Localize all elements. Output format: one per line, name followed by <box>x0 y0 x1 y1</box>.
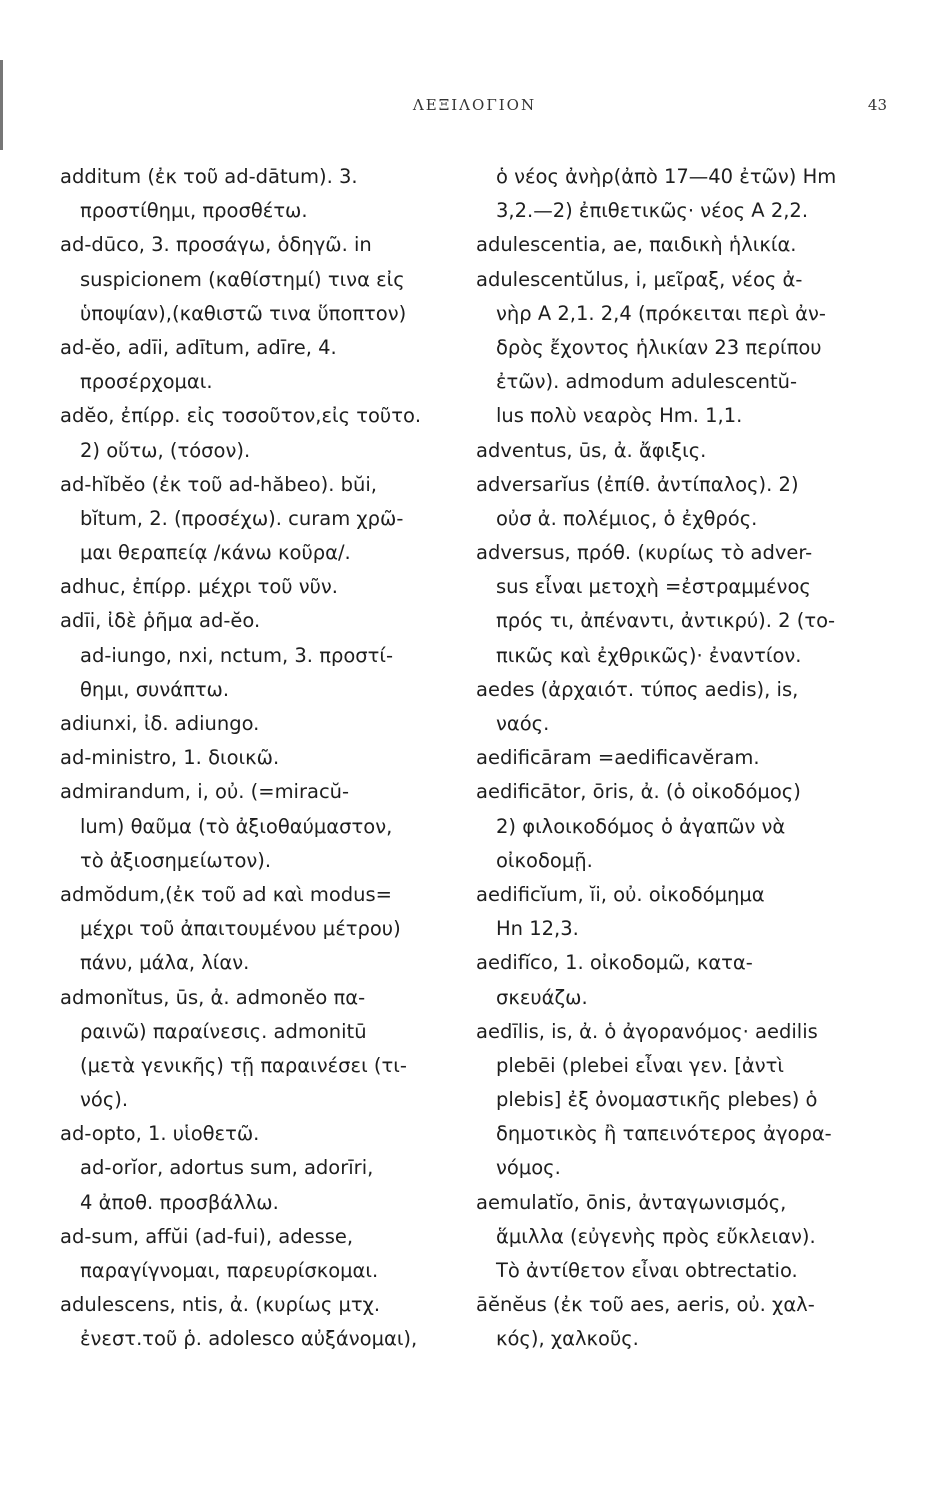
dictionary-line: μέχρι τοῦ ἀπαιτουμένου μέτρου) <box>80 917 401 941</box>
dictionary-line: adversarĭus (ἐπίθ. ἀντίπαλος). 2) <box>476 472 799 496</box>
dictionary-line: (μετὰ γενικῆς) τῇ παραινέσει (τι- <box>80 1053 407 1077</box>
dictionary-line: additum (ἐκ τοῦ ad-dātum). 3. <box>60 165 358 188</box>
dictionary-line: νόμος. <box>496 1156 561 1180</box>
running-title: ΛΕΞΙΛΟΓΙΟΝ <box>412 96 537 114</box>
dictionary-line: ραινῶ) παραίνεσις. admonitū <box>80 1019 367 1043</box>
right-column <box>476 160 886 1357</box>
dictionary-line: adulescentia, ae, παιδικὴ ἡλικία. <box>476 233 797 257</box>
dictionary-line: adulescens, ntis, ἀ. (κυρίως μτχ. <box>60 1293 381 1317</box>
dictionary-line: 2) φιλοικοδόμος ὁ ἀγαπῶν νὰ <box>496 814 786 838</box>
dictionary-line: ὁ νέος ἀνὴρ(ἀπὸ 17—40 ἐτῶν) Hm <box>496 165 837 188</box>
dictionary-line: 4 ἀποθ. προσβάλλω. <box>80 1190 279 1214</box>
dictionary-line: ad-ministro, 1. διοικῶ. <box>60 746 280 770</box>
dictionary-line: πάνυ, μάλα, λίαν. <box>80 951 250 975</box>
dictionary-line: σκευάζω. <box>496 985 588 1009</box>
dictionary-line: adĕo, ἐπίρρ. εἰς τοσοῦτον,εἰς τοῦτο. <box>60 404 422 428</box>
page-number: 43 <box>867 96 887 114</box>
page-header <box>0 96 949 126</box>
dictionary-line: adversus, πρόθ. (κυρίως τὸ adver- <box>476 541 813 565</box>
dictionary-line: δρὸς ἔχοντος ἡλικίαν 23 περίπου <box>496 335 822 359</box>
dictionary-line: 3,2.—2) ἐπιθετικῶς· νέος Α 2,2. <box>496 199 809 223</box>
dictionary-line: plebis] ἐξ ὀνομαστικῆς plebes) ὁ <box>496 1088 818 1112</box>
dictionary-line: aedīlis, is, ἀ. ὁ ἀγορανόμος· aedilis <box>476 1019 818 1043</box>
dictionary-line: admŏdum,(ἐκ τοῦ ad καὶ modus= <box>60 882 393 906</box>
dictionary-line: aemulatĭo, ōnis, ἀνταγωνισμός, <box>476 1190 787 1214</box>
dictionary-line: adventus, ūs, ἀ. ἄφιξις. <box>476 438 707 462</box>
dictionary-line: adiunxi, ἰδ. adiungo. <box>60 712 260 735</box>
dictionary-line: aedifĭco, 1. οἰκοδομῶ, κατα- <box>476 951 753 975</box>
dictionary-line: admirandum, i, οὐ. (=miracŭ- <box>60 780 350 804</box>
dictionary-line: τὸ ἀξιοσημείωτον). <box>80 848 272 872</box>
dictionary-line: ad-opto, 1. υἱοθετῶ. <box>60 1122 260 1146</box>
dictionary-line: ναός. <box>496 712 550 735</box>
scan-edge-mark <box>0 60 3 150</box>
dictionary-line: νός). <box>80 1088 129 1112</box>
dictionary-line: μαι θεραπείᾳ /κάνω κοῦρα/. <box>80 541 351 565</box>
dictionary-line: θημι, συνάπτω. <box>80 677 230 701</box>
dictionary-line: δημοτικὸς ἢ ταπεινότερος ἀγορα- <box>496 1122 832 1146</box>
dictionary-line: οὐσ ἀ. πολέμιος, ὁ ἐχθρός. <box>496 506 758 530</box>
dictionary-line: aedificāram =aedificavĕram. <box>476 746 760 770</box>
dictionary-line: Τὸ ἀντίθετον εἶναι obtrectatio. <box>496 1259 798 1282</box>
dictionary-line: lus πολὺ νεαρὸς Hm. 1,1. <box>496 404 743 428</box>
dictionary-line: πρός τι, ἀπέναντι, ἀντικρύ). 2 (το- <box>496 609 836 633</box>
dictionary-line: aedificātor, ōris, ἀ. (ὁ οἰκοδόμος) <box>476 780 801 804</box>
dictionary-line: ad-ĕo, adīi, adītum, adīre, 4. <box>60 335 337 359</box>
dictionary-line: πικῶς καὶ ἐχθρικῶς)· ἐναντίον. <box>496 643 802 667</box>
dictionary-line: ad-sum, affŭi (ad-fui), adesse, <box>60 1224 354 1248</box>
dictionary-line: ὑποψίαν),(καθιστῶ τινα ὕποπτον) <box>80 301 407 325</box>
dictionary-line: ἅμιλλα (εὐγενὴς πρὸς εὔκλειαν). <box>496 1224 816 1248</box>
dictionary-line: adulescentŭlus, i, μεῖραξ, νέος ἀ- <box>476 267 803 291</box>
dictionary-line: adhuc, ἐπίρρ. μέχρι τοῦ νῦν. <box>60 575 338 599</box>
dictionary-line: lum) θαῦμα (τὸ ἀξιοθαύμαστον, <box>80 814 393 838</box>
dictionary-line: suspicionem (καθίστημί) τινα εἰς <box>80 267 405 291</box>
dictionary-line: aedes (ἀρχαιότ. τύπος aedis), is, <box>476 677 799 701</box>
dictionary-line: āĕnĕus (ἐκ τοῦ aes, aeris, οὐ. χαλ- <box>476 1293 815 1317</box>
dictionary-line: νὴρ Α 2,1. 2,4 (πρόκειται περὶ ἀν- <box>496 301 826 325</box>
dictionary-line: προστίθημι, προσθέτω. <box>80 199 308 223</box>
dictionary-line: οἰκοδομῇ. <box>496 848 593 872</box>
dictionary-line: Hn 12,3. <box>496 917 579 941</box>
dictionary-line: προσέρχομαι. <box>80 370 213 394</box>
dictionary-line: plebēi (plebei εἶναι γεν. [ἀντὶ <box>496 1053 784 1077</box>
left-column <box>60 160 460 1357</box>
dictionary-line: ἐτῶν). admodum adulescentŭ- <box>496 370 798 394</box>
dictionary-line: ad-dūco, 3. προσάγω, ὁδηγῶ. in <box>60 233 372 257</box>
dictionary-line: admonĭtus, ūs, ἀ. admonĕo πα- <box>60 985 366 1009</box>
dictionary-line: ἐνεστ.τοῦ ῥ. adolesco αὐξάνομαι), <box>80 1327 418 1351</box>
dictionary-line: παραγίγνομαι, παρευρίσκομαι. <box>80 1259 379 1282</box>
dictionary-line: aedificĭum, ĭi, οὐ. οἰκοδόμημα <box>476 882 765 906</box>
dictionary-line: sus εἶναι μετοχὴ =ἐστραμμένος <box>496 575 811 599</box>
dictionary-line: ad-hĭbĕo (ἐκ τοῦ ad-hăbeo). bŭi, <box>60 472 377 496</box>
dictionary-line: adīi, ἰδὲ ῥῆμα ad-ĕo. <box>60 609 261 633</box>
dictionary-line: ad-orĭor, adortus sum, adorīri, <box>80 1156 374 1180</box>
dictionary-line: ad-iungo, nxi, nctum, 3. προστί- <box>80 643 393 667</box>
dictionary-line: κός), χαλκοῦς. <box>496 1327 639 1351</box>
dictionary-line: 2) οὕτω, (τόσον). <box>80 438 251 462</box>
dictionary-line: bĭtum, 2. (προσέχω). curam χρῶ- <box>80 506 404 530</box>
